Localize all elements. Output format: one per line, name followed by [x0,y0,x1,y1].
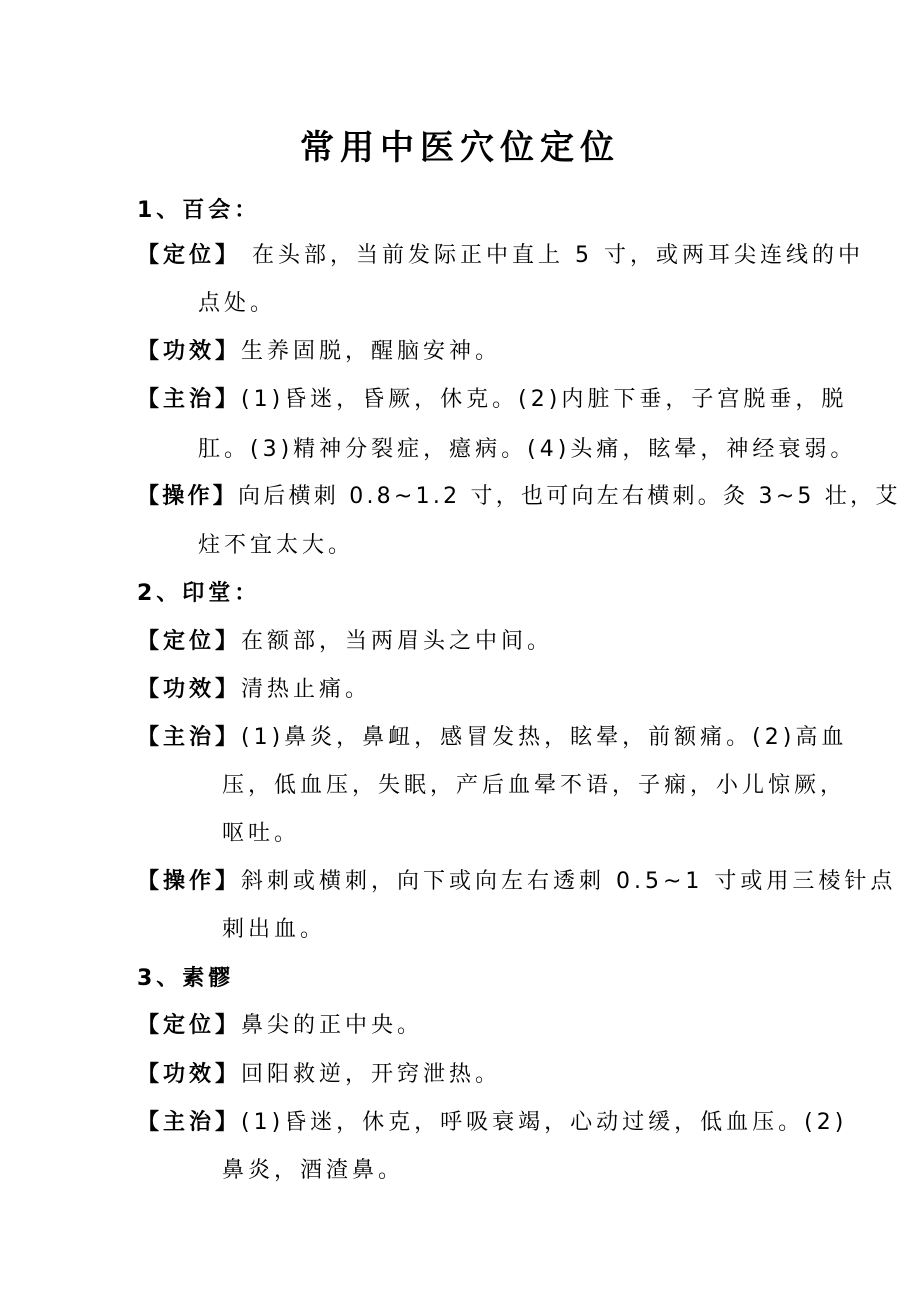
field-text: 向后横刺 0.8~1.2 寸，也可向左右横刺。灸 3~5 壮，艾 [237,484,901,509]
field-label-indication: 【主治】 [137,387,242,412]
paragraph-line [137,1011,423,1041]
paragraph-line [137,241,864,271]
field-label-location: 【定位】 [137,1013,242,1038]
paragraph-continuation: 炷不宜太大。 [198,533,355,558]
field-text: 清热止痛。 [241,677,372,702]
paragraph-line [137,723,847,753]
field-text: 回阳救逆，开窍泄热。 [241,1062,502,1087]
field-label-indication: 【主治】 [137,1110,242,1135]
field-label-location: 【定位】 [137,243,242,268]
page-title: 常用中医穴位定位 [300,128,620,168]
field-label-operation: 【操作】 [137,869,242,894]
field-label-effect: 【功效】 [137,339,242,364]
field-label-location: 【定位】 [137,629,242,654]
paragraph-line [137,867,896,897]
paragraph-line [137,1108,847,1138]
field-label-operation: 【操作】 [137,484,238,509]
paragraph-continuation: 呕吐。 [222,821,301,846]
paragraph-continuation: 点处。 [198,291,277,316]
field-label-indication: 【主治】 [137,725,242,750]
field-text: 在头部，当前发际正中直上 5 寸，或两耳尖连线的中 [241,243,864,268]
section-heading-yintang: 2、印堂： [137,581,261,606]
paragraph-continuation: 压，低血压，失眠，产后血晕不语，子痫，小儿惊厥， [222,773,847,798]
field-text: 在额部，当两眉头之中间。 [241,629,554,654]
paragraph-continuation: 肛。(3)精神分裂症，癔病。(4)头痛，眩晕，神经衰弱。 [198,437,857,462]
paragraph-line [137,385,847,415]
paragraph-line [137,675,371,705]
paragraph-line [137,1060,501,1090]
paragraph-line [137,627,553,657]
section-heading-baihui: 1、百会： [137,198,261,223]
field-text: 鼻尖的正中央。 [241,1013,424,1038]
field-label-effect: 【功效】 [137,1062,242,1087]
field-text: (1)昏迷，休克，呼吸衰竭，心动过缓，低血压。(2) [241,1110,848,1135]
field-text: (1)鼻炎，鼻衄，感冒发热，眩晕，前额痛。(2)高血 [241,725,848,750]
field-text: 斜刺或横刺，向下或向左右透刺 0.5~1 寸或用三棱针点 [241,869,897,894]
section-heading-suliao: 3、素髎 [137,966,235,991]
paragraph-continuation: 刺出血。 [222,917,327,942]
paragraph-line [137,482,901,512]
field-text: 生养固脱，醒脑安神。 [241,339,502,364]
field-text: (1)昏迷，昏厥，休克。(2)内脏下垂，子宫脱垂，脱 [241,387,848,412]
paragraph-line [137,337,501,367]
field-label-effect: 【功效】 [137,677,242,702]
paragraph-continuation: 鼻炎，酒渣鼻。 [222,1158,405,1183]
